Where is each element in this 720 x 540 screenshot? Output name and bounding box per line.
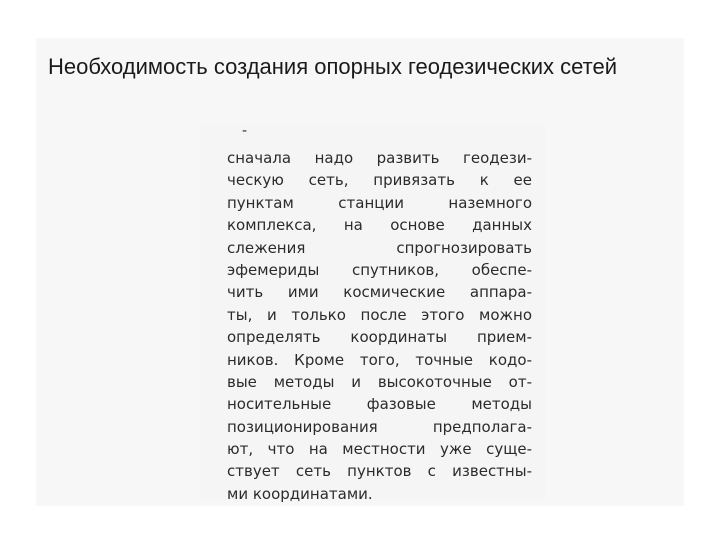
text-line: эфемериды спутников, обеспе- [227,260,532,279]
text-line: носительные фазовые методы [227,395,532,414]
text-line: ты, и только после этого можно [227,305,532,324]
text-line: ников. Кроме того, точные кодо- [227,350,532,369]
text-line: комплекса, на основе данных [227,216,532,235]
scanned-text-dash: - [242,123,248,139]
text-line: ми координатами. [227,484,373,503]
text-line: позиционирования предполага- [227,417,532,436]
text-line: слежения спрогнозировать [227,238,532,257]
text-line: ствует сеть пунктов с известны- [227,462,532,481]
text-line: сначала надо развить геодези- [227,149,532,167]
text-line: определять координаты прием- [227,328,532,347]
text-line: пунктам станции наземного [227,193,532,212]
slide-title: Необходимость создания опорных геодезических сетей [48,54,618,79]
scanned-text-paragraph [227,147,532,505]
text-line: ческую сеть, привязать к ее [227,171,532,190]
text-line: ют, что на местности уже суще- [227,440,532,459]
text-line: чить ими космические аппара- [227,283,532,302]
text-line: вые методы и высокоточные от- [227,372,532,391]
